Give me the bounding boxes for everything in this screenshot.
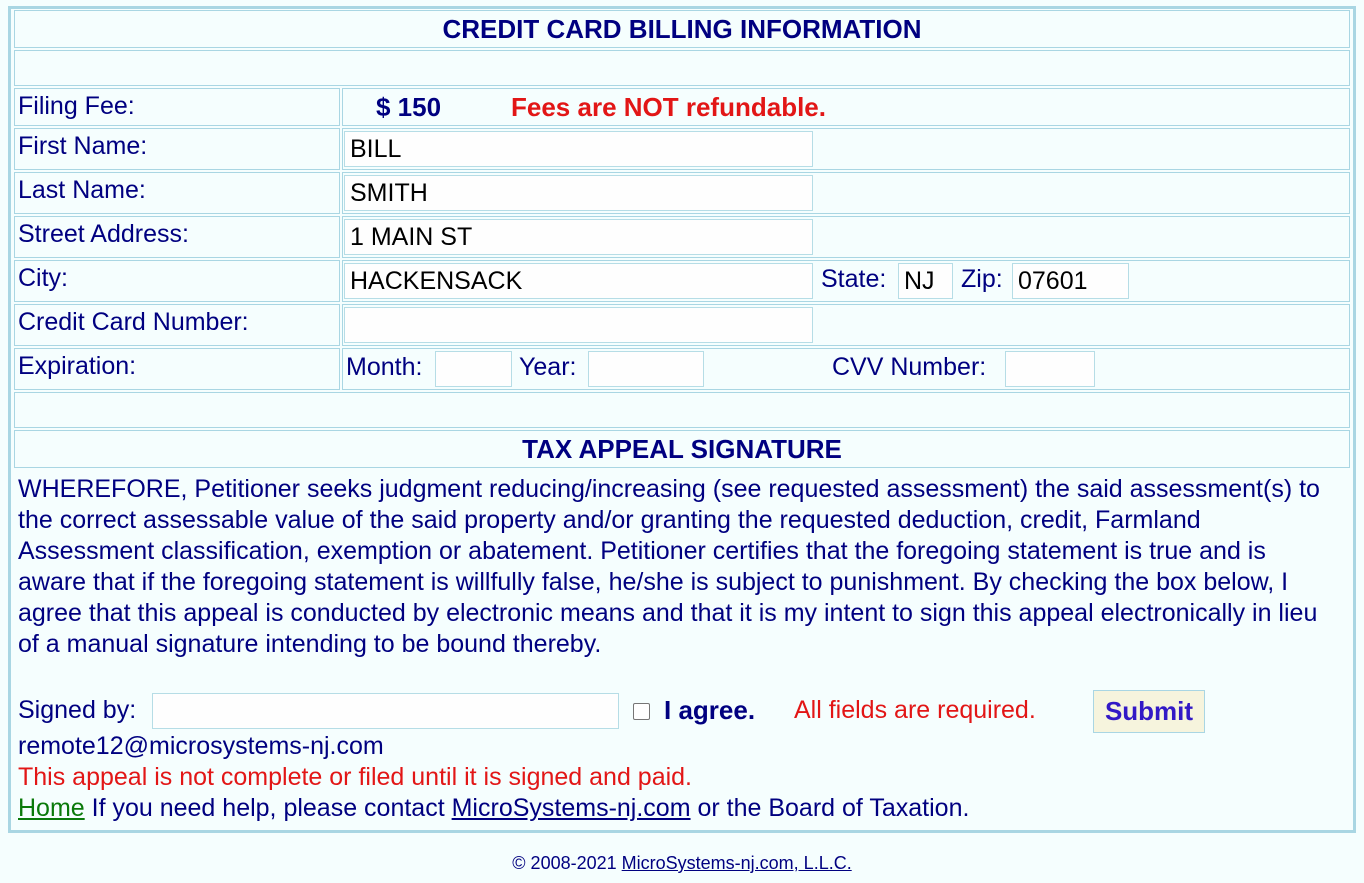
city-label-cell (14, 260, 340, 302)
city-label: City: (18, 264, 68, 292)
signed-by-field[interactable] (152, 693, 619, 729)
help-text-end: or the Board of Taxation. (690, 794, 970, 822)
required-fields-notice: All fields are required. (794, 696, 1036, 724)
fee-not-refundable-notice: Fees are NOT refundable. (511, 92, 826, 122)
filing-fee-label-cell (14, 88, 340, 126)
spacer-row (14, 392, 1350, 428)
expiration-label: Expiration: (18, 352, 137, 380)
filing-fee-label: Filing Fee: (18, 92, 135, 120)
street-address-label-cell (14, 216, 340, 258)
credit-card-label: Credit Card Number: (18, 308, 249, 336)
credit-card-number-field[interactable] (344, 307, 813, 343)
state-field[interactable] (898, 263, 953, 299)
help-text-start: If you need help, please contact (84, 794, 452, 822)
zip-field[interactable] (1012, 263, 1129, 299)
help-line (18, 793, 969, 824)
cvv-label: CVV Number: (832, 353, 987, 381)
state-label: State: (821, 265, 887, 293)
year-label: Year: (519, 353, 577, 381)
incomplete-notice: This appeal is not complete or filed until it is signed and paid. (18, 763, 692, 791)
billing-title: CREDIT CARD BILLING INFORMATION (442, 14, 922, 44)
first-name-label: First Name: (18, 132, 148, 160)
microsystems-link[interactable]: MicroSystems-nj.com (451, 794, 691, 822)
last-name-field[interactable] (344, 175, 813, 211)
expiration-label-cell (14, 348, 340, 390)
street-address-label: Street Address: (18, 220, 189, 248)
agree-label: I agree. (664, 695, 756, 725)
cvv-field[interactable] (1005, 351, 1095, 387)
signed-by-label: Signed by: (18, 696, 137, 724)
last-name-label-cell (14, 172, 340, 214)
street-address-field[interactable] (344, 219, 813, 255)
filing-fee-value-cell (342, 88, 1350, 126)
first-name-field[interactable] (344, 131, 813, 167)
filing-fee-amount: $ 150 (376, 92, 442, 122)
first-name-label-cell (14, 128, 340, 170)
year-field[interactable] (588, 351, 704, 387)
footer (0, 853, 1364, 874)
spacer-row (14, 50, 1350, 86)
submit-button[interactable]: Submit (1093, 690, 1205, 733)
billing-title-cell (14, 10, 1350, 48)
signature-statement: WHEREFORE, Petitioner seeks judgment reducing/increasing (see requested assessment) the said assessment(s) to the correct assessable value of the said property and/or granting the requested deduction, credit, Farmland Assessment classification, exemption or abatement. Petitioner certifies that the foregoing statement is true and is aware that if the foregoing statement is willfully false, he/she is subject to punishment. By checking the box below, I agree that this appeal is conducted by electronic means and that it is my intent to sign this appeal electronically in lieu of a manual signature intending to be bound thereby. (18, 475, 1320, 658)
month-field[interactable] (435, 351, 512, 387)
user-email: remote12@microsystems-nj.com (18, 732, 384, 760)
month-label: Month: (346, 353, 423, 381)
copyright-text: © 2008-2021 (512, 853, 622, 873)
home-link[interactable]: Home (18, 794, 85, 822)
zip-label: Zip: (961, 265, 1003, 293)
city-field[interactable] (344, 263, 813, 299)
signature-title-cell (14, 430, 1350, 468)
signature-title: TAX APPEAL SIGNATURE (522, 434, 842, 464)
last-name-label: Last Name: (18, 176, 146, 204)
company-link[interactable]: MicroSystems-nj.com, L.L.C. (621, 853, 852, 873)
credit-card-label-cell (14, 304, 340, 346)
agree-checkbox[interactable] (633, 703, 650, 720)
